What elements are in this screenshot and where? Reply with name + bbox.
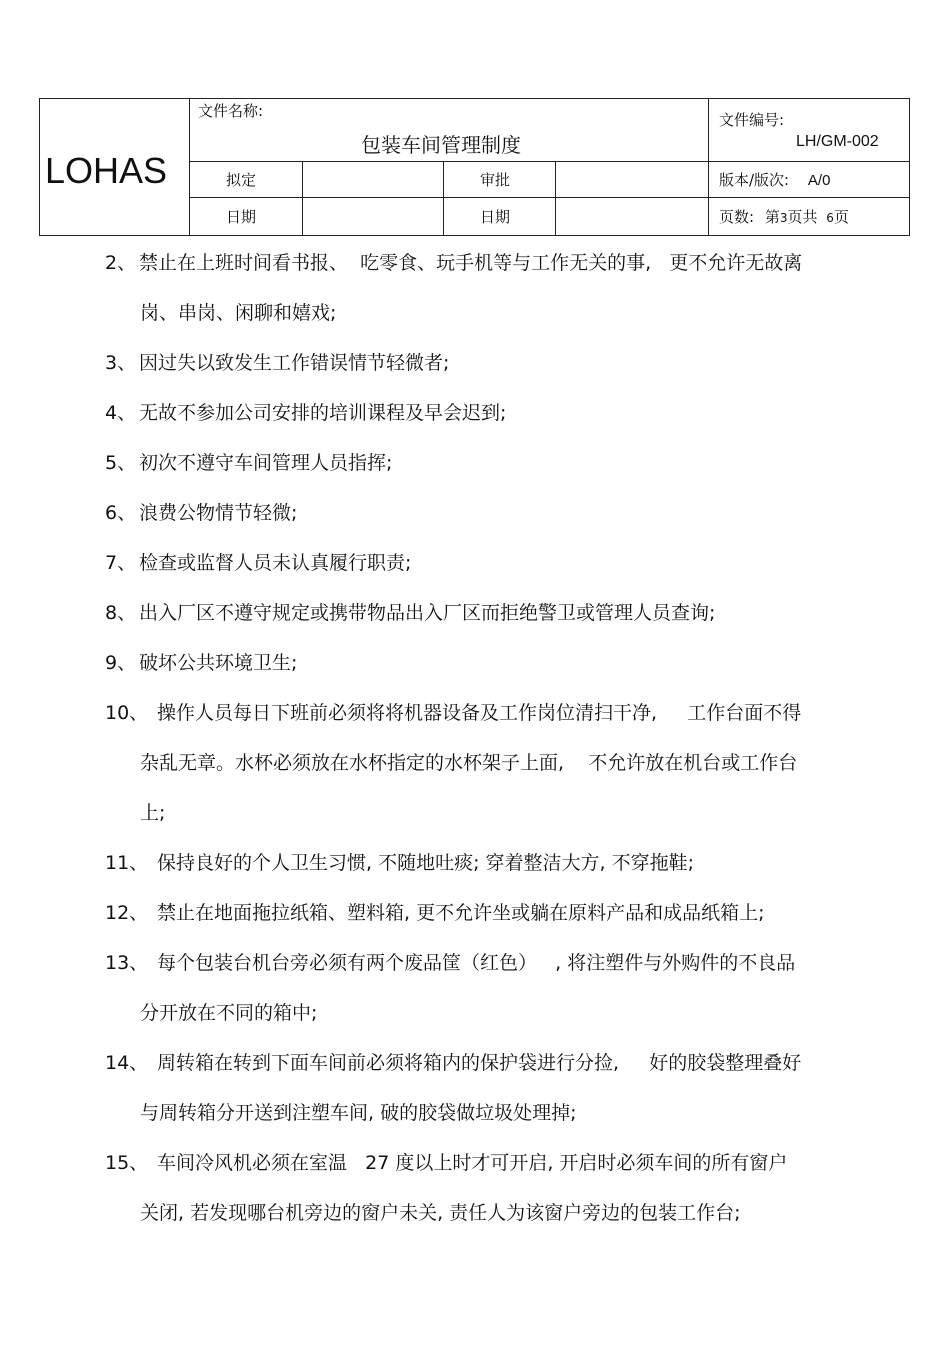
rule-text: 车间冷风机必须在室温 27 度以上时才可开启, 开启时必须车间的所有窗户 bbox=[157, 1152, 788, 1174]
drafted-label: 拟定 bbox=[226, 171, 257, 189]
rule-number: 12、 bbox=[105, 902, 149, 924]
rule-item bbox=[105, 548, 411, 575]
rule-item bbox=[105, 648, 297, 675]
rule-item bbox=[105, 698, 801, 725]
rule-text: 禁止在上班时间看书报、 吃零食、玩手机等与工作无关的事, 更不允许无故离 bbox=[139, 252, 803, 274]
rule-text: 周转箱在转到下面车间前必须将箱内的保护袋进行分捡, 好的胶袋整理叠好 bbox=[157, 1052, 802, 1074]
rule-number: 11、 bbox=[105, 852, 149, 874]
rule-item bbox=[105, 1148, 787, 1175]
rule-number: 8、 bbox=[105, 602, 137, 624]
divider bbox=[189, 161, 910, 162]
divider bbox=[189, 98, 190, 236]
rule-text-continued: 上; bbox=[140, 802, 166, 824]
divider bbox=[443, 161, 444, 236]
rule-number: 5、 bbox=[105, 452, 137, 474]
rule-number: 7、 bbox=[105, 552, 137, 574]
rule-number: 10、 bbox=[105, 702, 149, 724]
rule-item bbox=[105, 948, 795, 975]
file-no-label: 文件编号: bbox=[719, 111, 785, 129]
rule-text-continued: 关闭, 若发现哪台机旁边的窗户未关, 责任人为该窗户旁边的包装工作台; bbox=[140, 1202, 741, 1224]
rule-item bbox=[105, 448, 392, 475]
rule-item bbox=[105, 498, 297, 525]
rule-text-continued: 杂乱无章。水杯必须放在水杯指定的水杯架子上面, 不允许放在机台或工作台 bbox=[140, 752, 798, 774]
rule-text-continued: 分开放在不同的箱中; bbox=[140, 1002, 318, 1024]
rule-text-continued: 与周转箱分开送到注塑车间, 破的胶袋做垃圾处理掉; bbox=[140, 1102, 577, 1124]
rule-item bbox=[105, 248, 802, 275]
divider bbox=[708, 98, 709, 236]
rule-item bbox=[105, 898, 764, 925]
rule-number: 2、 bbox=[105, 252, 137, 274]
rule-item bbox=[105, 1048, 801, 1075]
pages-text: 页 bbox=[833, 208, 849, 226]
date-label: 日期 bbox=[480, 208, 511, 226]
page-count bbox=[719, 206, 849, 227]
rule-text: 保持良好的个人卫生习惯, 不随地吐痰; 穿着整洁大方, 不穿拖鞋; bbox=[157, 852, 695, 874]
rule-text: 破坏公共环境卫生; bbox=[139, 652, 298, 674]
rule-text: 检查或监督人员未认真履行职责; bbox=[139, 552, 412, 574]
rule-number: 9、 bbox=[105, 652, 137, 674]
rule-text: 禁止在地面拖拉纸箱、塑料箱, 更不允许坐或躺在原料产品和成品纸箱上; bbox=[157, 902, 765, 924]
page-current: 3 bbox=[779, 211, 788, 225]
document-title: 包装车间管理制度 bbox=[361, 133, 521, 157]
divider bbox=[555, 161, 556, 236]
rule-text: 无故不参加公司安排的培训课程及早会迟到; bbox=[139, 402, 507, 424]
rule-number: 15、 bbox=[105, 1152, 149, 1174]
rule-text: 操作人员每日下班前必须将将机器设备及工作岗位清扫干净, 工作台面不得 bbox=[157, 702, 802, 724]
file-number: LH/GM-002 bbox=[796, 133, 879, 150]
rule-text-continued: 岗、串岗、闲聊和嬉戏; bbox=[140, 302, 337, 324]
rule-number: 4、 bbox=[105, 402, 137, 424]
version-value: A/0 bbox=[807, 172, 831, 189]
version-label bbox=[719, 169, 830, 190]
rule-item bbox=[105, 848, 694, 875]
divider bbox=[189, 197, 910, 198]
version-label-text: 版本/版次: bbox=[719, 171, 790, 189]
rule-item bbox=[105, 348, 449, 375]
rule-number: 6、 bbox=[105, 502, 137, 524]
rule-number: 3、 bbox=[105, 352, 137, 374]
pages-text: 第 bbox=[764, 208, 780, 226]
rule-text: 出入厂区不遵守规定或携带物品出入厂区而拒绝警卫或管理人员查询; bbox=[139, 602, 716, 624]
rule-text: 初次不遵守车间管理人员指挥; bbox=[139, 452, 393, 474]
rule-text: 因过失以致发生工作错误情节轻微者; bbox=[139, 352, 450, 374]
pages-text: 页共 bbox=[787, 208, 818, 226]
rule-number: 14、 bbox=[105, 1052, 149, 1074]
approved-label: 审批 bbox=[480, 171, 511, 189]
rule-text: 每个包装台机台旁必须有两个废品筐（红色） , 将注塑件与外购件的不良品 bbox=[157, 952, 796, 974]
divider bbox=[302, 161, 303, 236]
company-logo: LOHAS bbox=[45, 150, 168, 191]
date-label: 日期 bbox=[226, 208, 257, 226]
rule-item bbox=[105, 398, 506, 425]
file-name-label: 文件名称: bbox=[198, 102, 264, 120]
rule-item bbox=[105, 598, 715, 625]
rule-number: 13、 bbox=[105, 952, 149, 974]
rule-text: 浪费公物情节轻微; bbox=[139, 502, 298, 524]
pages-label: 页数: bbox=[719, 208, 755, 226]
page-total: 6 bbox=[826, 211, 834, 225]
